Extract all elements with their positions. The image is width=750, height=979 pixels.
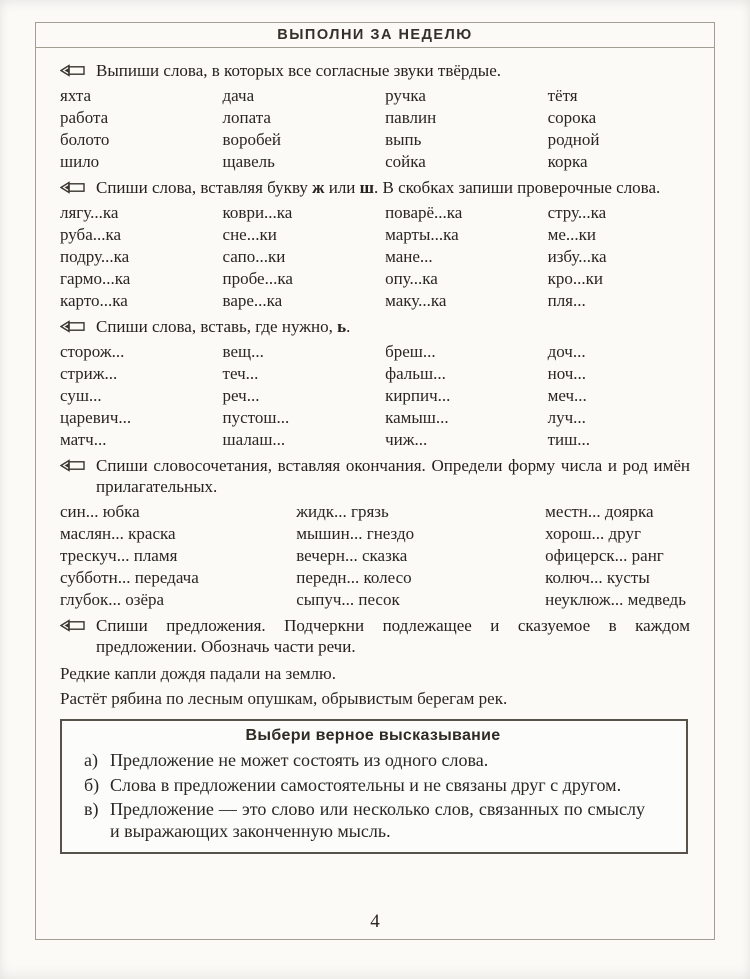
word-item: стриж... bbox=[60, 364, 118, 383]
page-number: 4 bbox=[370, 911, 380, 932]
exercise-instruction bbox=[60, 177, 690, 198]
word-item: марты...ка bbox=[385, 225, 459, 244]
instruction-segment: Спиши слова, вставляя букву bbox=[96, 178, 313, 197]
word-item: пустош... bbox=[222, 408, 290, 427]
word-item: фальш... bbox=[385, 364, 446, 383]
word-item: карто...ка bbox=[60, 291, 128, 310]
word-item: опу...ка bbox=[385, 269, 438, 288]
word-item: жидк... грязь bbox=[296, 502, 389, 521]
word-column bbox=[223, 85, 386, 173]
word-column bbox=[545, 501, 690, 611]
word-item: родной bbox=[547, 130, 600, 149]
instruction-segment: . В скобках запиши проверочные слова. bbox=[374, 178, 661, 197]
word-item: маку...ка bbox=[385, 291, 447, 310]
exercise-instruction bbox=[60, 615, 690, 657]
word-item: ручка bbox=[385, 86, 426, 105]
word-item: маслян... краска bbox=[60, 524, 176, 543]
word-item: местн... доярка bbox=[545, 502, 654, 521]
word-column bbox=[60, 341, 223, 451]
word-column bbox=[223, 341, 386, 451]
word-item: кирпич... bbox=[385, 386, 451, 405]
ex4-word-grid bbox=[60, 501, 690, 611]
pencil-icon bbox=[60, 459, 86, 472]
word-item: болото bbox=[60, 130, 110, 149]
word-item: луч... bbox=[547, 408, 586, 427]
word-column bbox=[60, 85, 223, 173]
ex1-word-grid bbox=[60, 85, 690, 173]
statement-item bbox=[76, 775, 670, 797]
word-column bbox=[385, 341, 548, 451]
word-item: яхта bbox=[60, 86, 92, 105]
word-column bbox=[385, 85, 548, 173]
word-item: хорош... друг bbox=[545, 524, 641, 543]
sentence-list bbox=[60, 661, 690, 711]
word-item: лопата bbox=[222, 108, 271, 127]
word-item: передн... колесо bbox=[296, 568, 412, 587]
word-item: шалаш... bbox=[222, 430, 286, 449]
item-text: Слова в предложении самостоятельны и не связаны друг с другом. bbox=[110, 774, 622, 795]
word-item: трескуч... пламя bbox=[60, 546, 178, 565]
word-item: дача bbox=[222, 86, 255, 105]
statement-box bbox=[60, 719, 688, 854]
ex3-word-grid bbox=[60, 341, 690, 451]
word-item: матч... bbox=[60, 430, 107, 449]
word-item: меч... bbox=[547, 386, 587, 405]
word-item: чиж... bbox=[385, 430, 428, 449]
word-item: руба...ка bbox=[60, 225, 122, 244]
word-column bbox=[385, 202, 548, 312]
exercise-instruction bbox=[60, 455, 690, 497]
word-item: лягу...ка bbox=[60, 203, 119, 222]
word-column bbox=[548, 341, 690, 451]
word-item: павлин bbox=[385, 108, 437, 127]
word-item: реч... bbox=[222, 386, 260, 405]
page-content bbox=[36, 48, 714, 854]
item-marker: а) bbox=[84, 750, 98, 770]
word-item: сорока bbox=[547, 108, 597, 127]
instruction-segment-bold: ж bbox=[312, 178, 325, 197]
word-item: поварё...ка bbox=[385, 203, 463, 222]
exercise-instruction bbox=[60, 60, 690, 81]
instruction-text: Выпиши слова, в которых все согласные звуки твёрдые. bbox=[96, 61, 502, 80]
word-item: бреш... bbox=[385, 342, 436, 361]
sentence: Редкие капли дождя падали на землю. bbox=[60, 664, 336, 683]
word-item: пля... bbox=[547, 291, 586, 310]
item-marker: б) bbox=[84, 774, 100, 795]
pencil-icon bbox=[60, 619, 86, 632]
word-item: колюч... кусты bbox=[545, 568, 650, 587]
word-item: избу...ка bbox=[547, 247, 607, 266]
word-item: воробей bbox=[222, 130, 282, 149]
pencil-icon bbox=[60, 320, 86, 333]
word-item: ноч... bbox=[547, 364, 587, 383]
word-item: мане... bbox=[385, 247, 433, 266]
word-column bbox=[548, 202, 690, 312]
word-item: сторож... bbox=[60, 342, 125, 361]
word-column bbox=[223, 202, 386, 312]
word-item: работа bbox=[60, 108, 109, 127]
word-item: корка bbox=[547, 152, 588, 171]
word-item: глубок... озёра bbox=[60, 590, 165, 609]
word-column bbox=[60, 501, 296, 611]
word-item: гармо...ка bbox=[60, 269, 131, 288]
word-column bbox=[296, 501, 545, 611]
word-column bbox=[548, 85, 690, 173]
item-text: Предложение — это слово или несколько слов, связанных по смыслу и выражающих законченную мысль. bbox=[110, 799, 645, 841]
instruction-segment: или bbox=[324, 178, 360, 197]
word-item: субботн... передача bbox=[60, 568, 199, 587]
word-item: стру...ка bbox=[547, 203, 607, 222]
box-title: Выбери верное высказывание bbox=[245, 727, 501, 744]
word-item: кро...ки bbox=[547, 269, 603, 288]
word-item: тиш... bbox=[547, 430, 590, 449]
word-item: варе...ка bbox=[222, 291, 283, 310]
word-item: вечерн... сказка bbox=[296, 546, 408, 565]
word-item: сыпуч... песок bbox=[296, 590, 400, 609]
word-item: подру...ка bbox=[60, 247, 130, 266]
word-item: сне...ки bbox=[222, 225, 277, 244]
word-item: сапо...ки bbox=[222, 247, 286, 266]
word-column bbox=[60, 202, 223, 312]
word-item: камыш... bbox=[385, 408, 449, 427]
word-item: коври...ка bbox=[222, 203, 293, 222]
word-item: сойка bbox=[385, 152, 426, 171]
word-item: тётя bbox=[547, 86, 578, 105]
exercise-instruction bbox=[60, 316, 690, 337]
word-item: шило bbox=[60, 152, 100, 171]
word-item: вещ... bbox=[222, 342, 264, 361]
instruction-text: Спиши словосочетания, вставляя окончания. Определи форму числа и род имён прилагательных. bbox=[96, 456, 690, 496]
word-item: теч... bbox=[222, 364, 259, 383]
pencil-icon bbox=[60, 64, 86, 77]
word-item: щавель bbox=[222, 152, 275, 171]
instruction-segment: . bbox=[346, 317, 351, 336]
sentence: Растёт рябина по лесным опушкам, обрывистым берегам рек. bbox=[60, 689, 508, 708]
page-frame bbox=[35, 22, 715, 940]
item-marker: в) bbox=[84, 799, 99, 819]
item-text: Предложение не может состоять из одного слова. bbox=[110, 750, 489, 770]
word-item: доч... bbox=[547, 342, 586, 361]
word-item: суш... bbox=[60, 386, 102, 405]
instruction-text: Спиши предложения. Подчеркни подлежащее и сказуемое в каждом предложении. Обозначь части речи. bbox=[96, 616, 690, 656]
page-header bbox=[36, 23, 714, 48]
word-item: царевич... bbox=[60, 408, 132, 427]
word-item: неуклюж... медведь bbox=[545, 590, 686, 609]
word-item: мышин... гнездо bbox=[296, 524, 415, 543]
word-item: пробе...ка bbox=[222, 269, 293, 288]
statement-item bbox=[76, 799, 670, 842]
word-item: ме...ки bbox=[547, 225, 597, 244]
ex2-word-grid bbox=[60, 202, 690, 312]
word-item: офицерск... ранг bbox=[545, 546, 664, 565]
instruction-segment: Спиши слова, вставь, где нужно, bbox=[96, 317, 338, 336]
instruction-segment-bold: ш bbox=[359, 178, 375, 197]
word-item: выпь bbox=[385, 130, 422, 149]
page-header-title: ВЫПОЛНИ ЗА НЕДЕЛЮ bbox=[277, 27, 473, 43]
pencil-icon bbox=[60, 181, 86, 194]
word-item: син... юбка bbox=[60, 502, 140, 521]
statement-item bbox=[76, 750, 670, 772]
instruction-segment-bold: ь bbox=[337, 317, 347, 336]
